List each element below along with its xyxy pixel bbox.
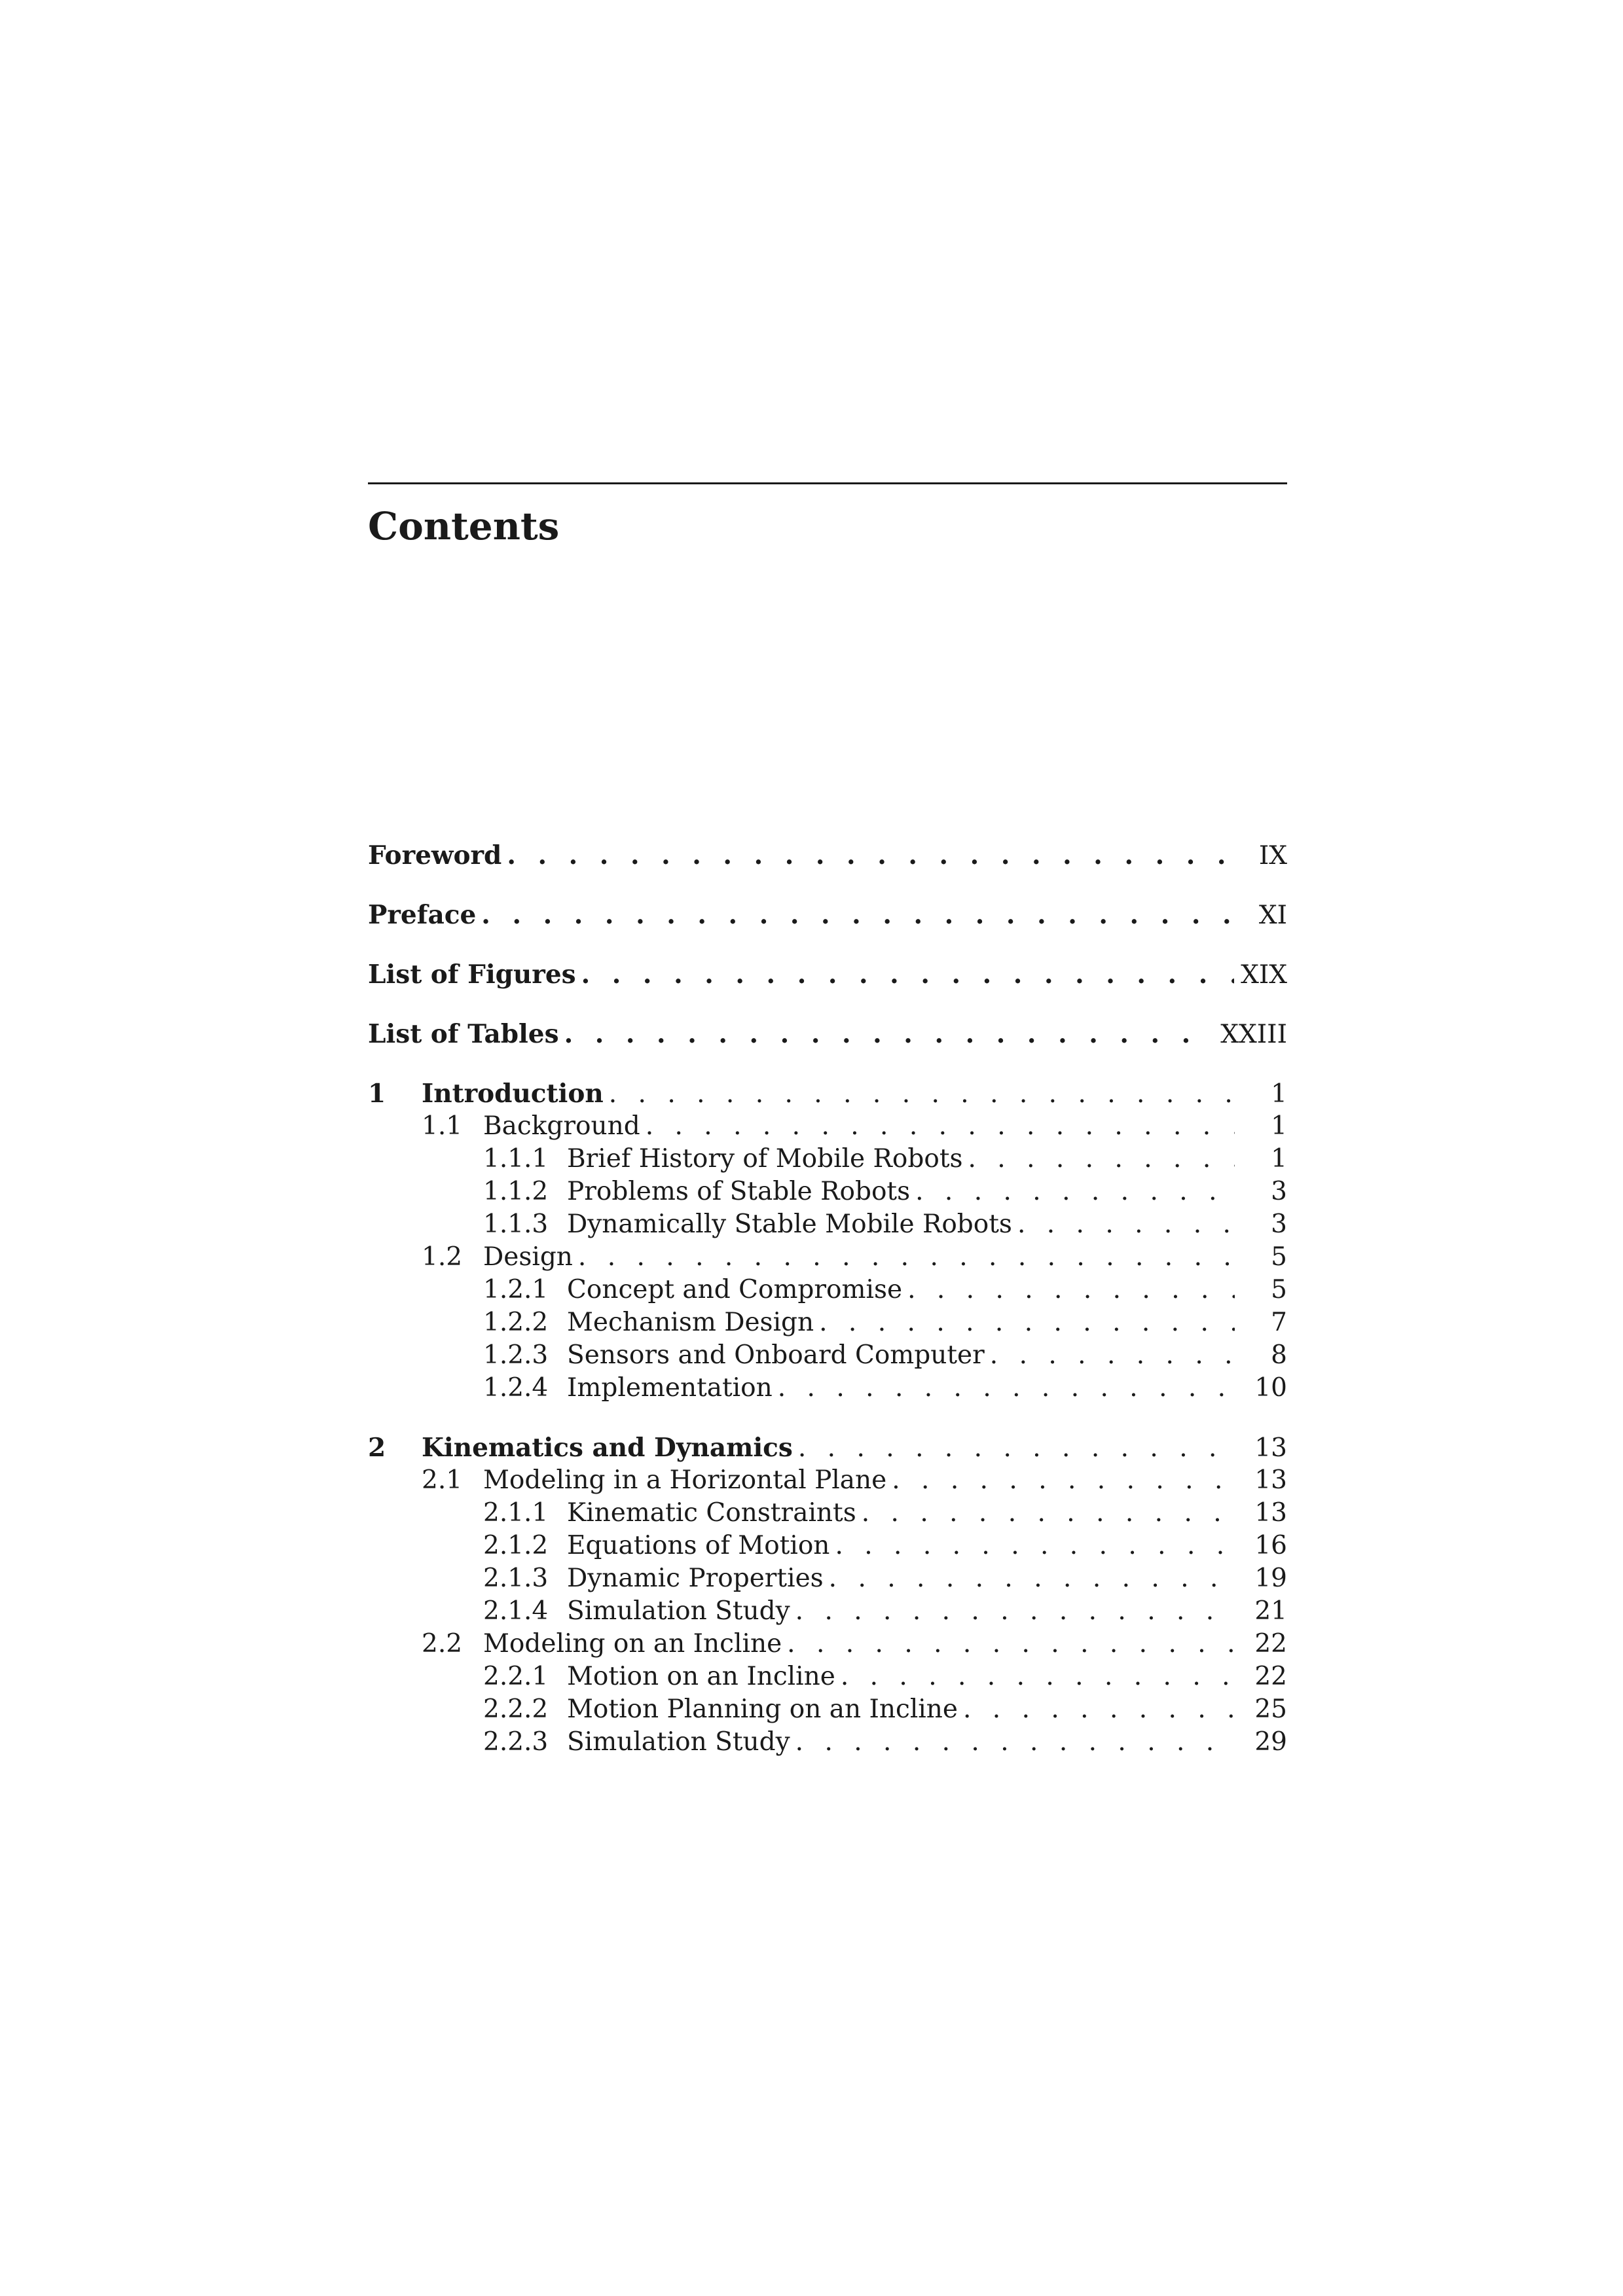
toc-dot-leader [1017,1208,1235,1241]
toc-section-entry[interactable] [368,1110,1287,1143]
toc-dot-leader [564,1018,1214,1050]
toc-dot-leader [646,1110,1235,1143]
toc-entry-page: 1 [1271,1111,1287,1141]
toc-entry-number: 1.1 [422,1111,463,1141]
heading-rule [368,482,1287,484]
toc-entry-page: 25 [1254,1695,1287,1724]
page-title: Contents [368,504,560,548]
toc-entry-title: Brief History of Mobile Robots [567,1144,963,1174]
toc-subsection-entry[interactable] [368,1372,1287,1405]
toc-entry-page: XI [1258,901,1287,930]
toc-entry-page: 1 [1271,1079,1287,1109]
toc-dot-leader [835,1530,1235,1562]
toc-entry-number: 2.1.4 [483,1596,549,1626]
toc-entry-title: Motion Planning on an Incline [567,1695,958,1724]
toc-entry-title: Simulation Study [567,1596,790,1626]
toc-subsection-entry[interactable] [368,1562,1287,1595]
toc-entry-number: 2.1.2 [483,1531,549,1560]
toc-dot-leader [795,1595,1235,1628]
toc-entry-page: 3 [1271,1210,1287,1239]
toc-entry-page: 29 [1254,1727,1287,1757]
toc-subsection-entry[interactable] [368,1274,1287,1306]
toc-entry-page: 21 [1254,1596,1287,1626]
toc-chapter-entry[interactable] [368,1077,1287,1110]
toc-dot-leader [507,839,1235,872]
toc-entry-page: IX [1258,841,1287,870]
toc-front-matter-entry[interactable] [368,1018,1287,1050]
toc-dot-leader [841,1660,1235,1693]
toc-dot-leader [578,1241,1235,1274]
toc-entry-page: 3 [1271,1177,1287,1206]
toc-dot-leader [581,958,1234,991]
toc-entry-number: 2.1 [422,1465,463,1495]
toc-subsection-entry[interactable] [368,1530,1287,1562]
toc-entry-number: 2.2.2 [483,1695,549,1724]
toc-subsection-entry[interactable] [368,1595,1287,1628]
toc-entry-title: Modeling in a Horizontal Plane [483,1465,887,1495]
toc-entry-number: 2.1.1 [483,1498,549,1528]
toc-subsection-entry[interactable] [368,1339,1287,1372]
toc-subsection-entry[interactable] [368,1175,1287,1208]
toc-dot-leader [481,899,1235,931]
toc-entry-page: 13 [1254,1433,1287,1463]
toc-dot-leader [795,1726,1235,1759]
toc-entry-title: Preface [368,900,477,930]
toc-dot-leader [609,1078,1235,1111]
toc-dot-leader [990,1339,1235,1372]
toc-entry-page: 10 [1254,1373,1287,1403]
toc-entry-title: Equations of Motion [567,1531,830,1560]
toc-entry-page: 5 [1271,1242,1287,1272]
toc-dot-leader [907,1274,1235,1306]
toc-dot-leader [892,1464,1235,1497]
toc-entry-page: 5 [1271,1275,1287,1304]
toc-entry-title: Foreword [368,840,502,870]
toc-entry-title: Problems of Stable Robots [567,1177,911,1206]
toc-entry-page: 16 [1254,1531,1287,1560]
toc-entry-page: 22 [1254,1629,1287,1659]
toc-chapter-entry[interactable] [368,1431,1287,1464]
toc-entry-number: 1.2.1 [483,1275,549,1304]
toc-entry-title: Motion on an Incline [567,1662,835,1691]
toc-entry-page: 13 [1254,1498,1287,1528]
toc-dot-leader [829,1562,1235,1595]
toc-entry-title: List of Tables [368,1019,559,1049]
table-of-contents [368,839,1287,1759]
toc-subsection-entry[interactable] [368,1726,1287,1759]
toc-entry-title: Modeling on an Incline [483,1629,782,1659]
toc-entry-page: 22 [1254,1662,1287,1691]
toc-entry-number: 1.1.2 [483,1177,549,1206]
toc-dot-leader [787,1628,1235,1660]
toc-entry-title: Dynamic Properties [567,1564,824,1593]
toc-entry-title: Kinematic Constraints [567,1498,856,1528]
toc-subsection-entry[interactable] [368,1306,1287,1339]
toc-dot-leader [862,1497,1235,1530]
toc-entry-page: 19 [1254,1564,1287,1593]
toc-entry-title: Implementation [567,1373,773,1403]
toc-entry-number: 2.2.1 [483,1662,549,1691]
toc-entry-title: Simulation Study [567,1727,790,1757]
toc-subsection-entry[interactable] [368,1208,1287,1241]
toc-entry-page: 8 [1271,1340,1287,1370]
toc-entry-page: 13 [1254,1465,1287,1495]
toc-entry-page: 1 [1271,1144,1287,1174]
toc-entry-title: Background [483,1111,640,1141]
toc-entry-number: 2.2 [422,1629,463,1659]
toc-subsection-entry[interactable] [368,1143,1287,1175]
toc-entry-title: Dynamically Stable Mobile Robots [567,1210,1012,1239]
toc-entry-page: XXIII [1220,1020,1287,1049]
toc-entry-number: 2 [368,1433,386,1463]
toc-entry-number: 1.2.3 [483,1340,549,1370]
toc-entry-title: Kinematics and Dynamics [422,1433,793,1463]
toc-entry-number: 1.2.2 [483,1308,549,1337]
toc-dot-leader [798,1432,1235,1465]
toc-section-entry[interactable] [368,1628,1287,1660]
toc-entry-title: Mechanism Design [567,1308,814,1337]
toc-subsection-entry[interactable] [368,1693,1287,1726]
toc-entry-number: 2.1.3 [483,1564,549,1593]
toc-front-matter-entry[interactable] [368,899,1287,931]
toc-entry-page: 7 [1271,1308,1287,1337]
toc-entry-title: Design [483,1242,573,1272]
toc-entry-number: 1 [368,1079,386,1109]
toc-section-entry[interactable] [368,1464,1287,1497]
toc-dot-leader [819,1306,1235,1339]
toc-dot-leader [963,1693,1235,1726]
toc-subsection-entry[interactable] [368,1497,1287,1530]
toc-entry-number: 1.2 [422,1242,463,1272]
toc-entry-title: Sensors and Onboard Computer [567,1340,985,1370]
toc-entry-number: 1.2.4 [483,1373,549,1403]
toc-entry-number: 2.2.3 [483,1727,549,1757]
toc-entry-title: Introduction [422,1079,604,1109]
toc-front-matter-entry[interactable] [368,958,1287,991]
toc-entry-number: 1.1.3 [483,1210,549,1239]
toc-entry-page: XIX [1241,960,1287,990]
toc-dot-leader [778,1372,1235,1405]
toc-subsection-entry[interactable] [368,1660,1287,1693]
toc-front-matter-entry[interactable] [368,839,1287,872]
toc-entry-title: List of Figures [368,960,576,990]
toc-dot-leader [915,1175,1235,1208]
toc-entry-title: Concept and Compromise [567,1275,903,1304]
toc-section-entry[interactable] [368,1241,1287,1274]
toc-entry-number: 1.1.1 [483,1144,549,1174]
toc-dot-leader [968,1143,1235,1175]
